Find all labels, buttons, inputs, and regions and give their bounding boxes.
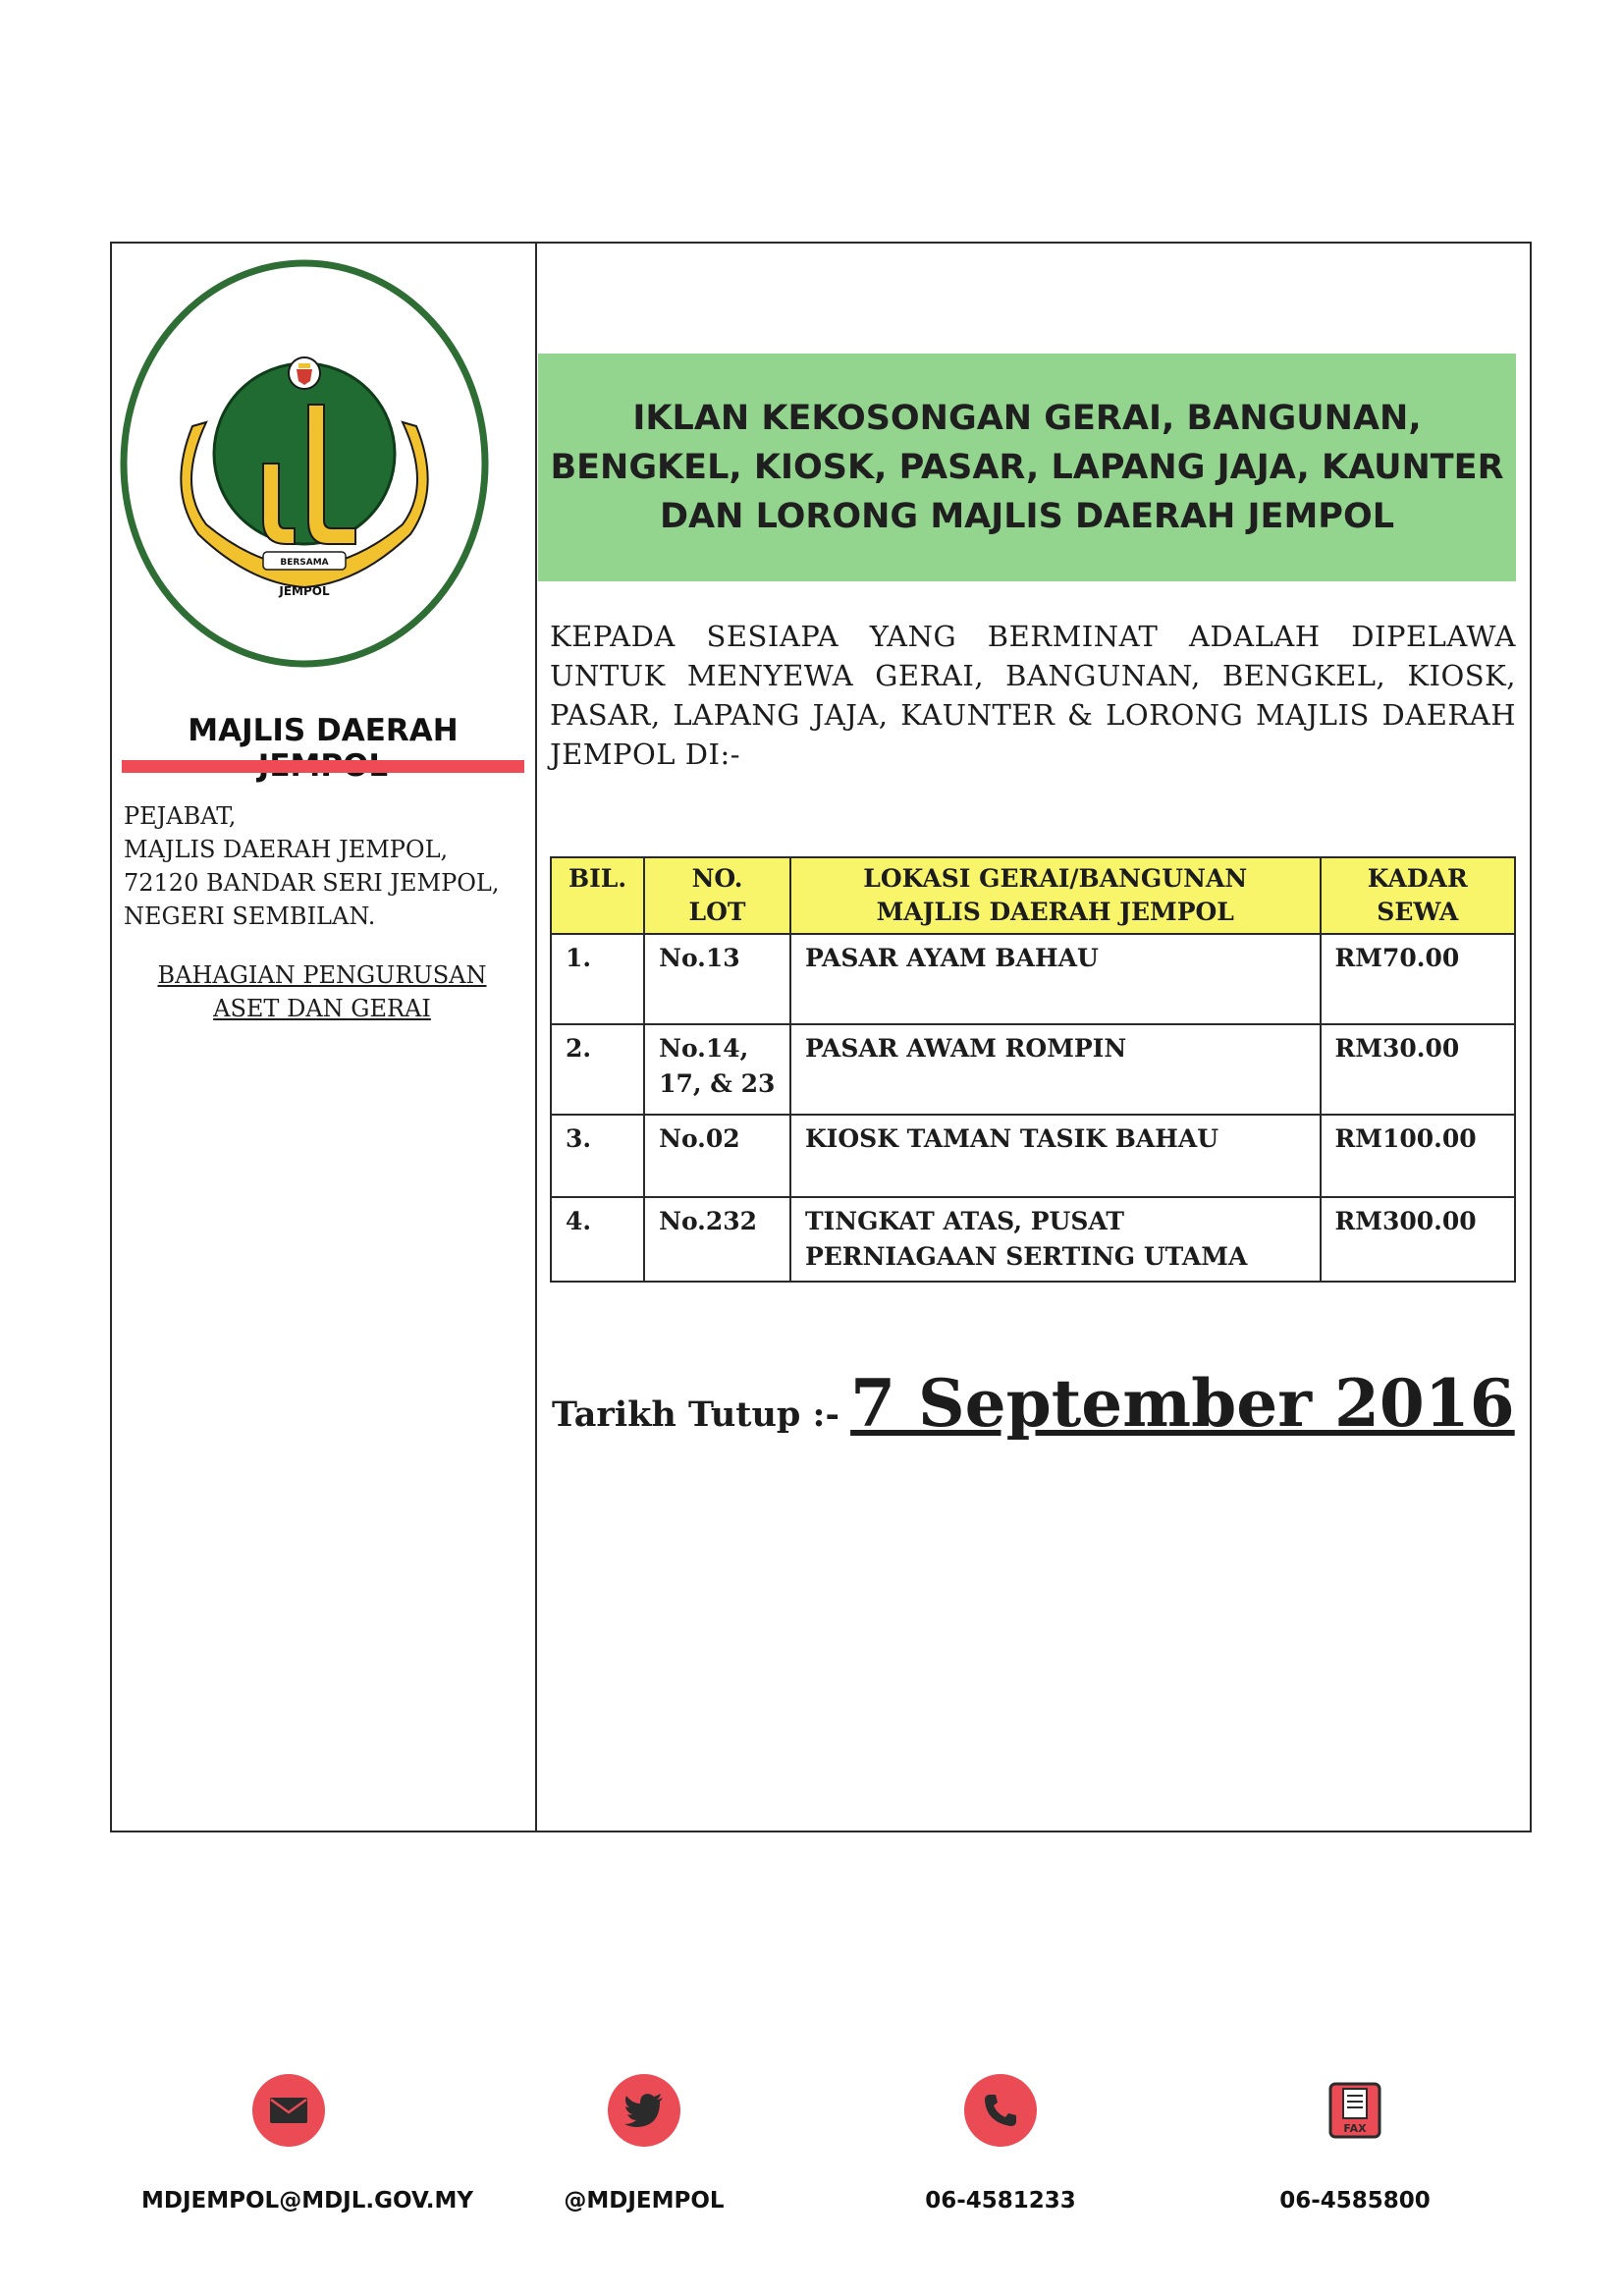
address-line: MAJLIS DAERAH JEMPOL, bbox=[124, 836, 449, 863]
cell-lot: No.02 bbox=[644, 1115, 790, 1197]
contact-phone[interactable] bbox=[853, 2074, 1148, 2214]
twitter-icon bbox=[608, 2074, 680, 2147]
table-row bbox=[551, 1024, 1515, 1115]
cell-kadar: RM100.00 bbox=[1321, 1115, 1515, 1197]
cell-lot: No.13 bbox=[644, 934, 790, 1024]
table-header-row bbox=[551, 857, 1515, 934]
department-line: ASET DAN GERAI bbox=[213, 995, 431, 1022]
closing-label: Tarikh Tutup :- bbox=[552, 1394, 839, 1435]
mail-icon bbox=[252, 2074, 325, 2147]
address-line: 72120 BANDAR SERI JEMPOL, bbox=[124, 869, 500, 897]
header-kadar: KADAR SEWA bbox=[1321, 857, 1515, 934]
title-banner bbox=[538, 354, 1516, 581]
cell-bil: 4. bbox=[551, 1197, 644, 1282]
office-address bbox=[124, 799, 526, 933]
contact-fax[interactable] bbox=[1208, 2074, 1502, 2214]
table-row bbox=[551, 1115, 1515, 1197]
phone-label[interactable]: 06-4581233 bbox=[925, 2188, 1076, 2214]
cell-bil: 3. bbox=[551, 1115, 644, 1197]
rental-table bbox=[550, 856, 1516, 1283]
cell-bil: 2. bbox=[551, 1024, 644, 1115]
address-line: NEGERI SEMBILAN. bbox=[124, 902, 376, 930]
cell-lokasi: KIOSK TAMAN TASIK BAHAU bbox=[790, 1115, 1321, 1197]
department-name bbox=[124, 958, 520, 1025]
accent-bar bbox=[122, 760, 524, 773]
table-row bbox=[551, 1197, 1515, 1282]
organization-name: MAJLIS DAERAH bbox=[188, 713, 459, 748]
closing-date-value: 7 September 2016 bbox=[850, 1365, 1515, 1442]
closing-date bbox=[552, 1365, 1515, 1442]
cell-lokasi: PASAR AWAM ROMPIN bbox=[790, 1024, 1321, 1115]
title-line: BENGKEL, KIOSK, PASAR, LAPANG JAJA, KAUNTER bbox=[550, 448, 1504, 487]
header-bil: BIL. bbox=[551, 857, 644, 934]
column-divider bbox=[535, 242, 537, 1832]
header-lot: NO. LOT bbox=[644, 857, 790, 934]
fax-badge-text: FAX bbox=[1343, 2122, 1367, 2135]
cell-lot: No.14, 17, & 23 bbox=[644, 1024, 790, 1115]
header-lokasi: LOKASI GERAI/BANGUNAN MAJLIS DAERAH JEMPOL bbox=[790, 857, 1321, 934]
cell-lokasi: TINGKAT ATAS, PUSAT PERNIAGAAN SERTING UTAMA bbox=[790, 1197, 1321, 1282]
table-row bbox=[551, 934, 1515, 1024]
title-line: IKLAN KEKOSONGAN GERAI, BANGUNAN, bbox=[632, 399, 1422, 438]
twitter-label[interactable]: @MDJEMPOL bbox=[564, 2188, 725, 2214]
fax-label[interactable]: 06-4585800 bbox=[1279, 2188, 1431, 2214]
title-line: DAN LORONG MAJLIS DAERAH JEMPOL bbox=[659, 497, 1395, 536]
department-line: BAHAGIAN PENGURUSAN bbox=[157, 961, 487, 989]
council-logo bbox=[116, 257, 497, 672]
intro-paragraph: KEPADA SESIAPA YANG BERMINAT ADALAH DIPELAWA UNTUK MENYEWA GERAI, BANGUNAN, BENGKEL, KIOSK, PASAR, LAPANG JAJA, KAUNTER & LORONG MAJLIS DAERAH JEMPOL DI:- bbox=[550, 620, 1516, 771]
contact-twitter[interactable] bbox=[497, 2074, 791, 2214]
fax-icon bbox=[1319, 2074, 1391, 2147]
email-label[interactable]: MDJEMPOL@MDJL.GOV.MY bbox=[141, 2188, 474, 2214]
cell-kadar: RM30.00 bbox=[1321, 1024, 1515, 1115]
cell-lokasi: PASAR AYAM BAHAU bbox=[790, 934, 1321, 1024]
phone-icon bbox=[964, 2074, 1037, 2147]
logo-arc-text: MAJLIS DAERAH bbox=[300, 426, 308, 427]
contact-email[interactable] bbox=[141, 2074, 474, 2214]
address-line: PEJABAT, bbox=[124, 802, 237, 830]
logo-motto-text: BERSAMA bbox=[280, 558, 329, 568]
cell-kadar: RM70.00 bbox=[1321, 934, 1515, 1024]
logo-banner-text: JEMPOL bbox=[279, 584, 330, 598]
cell-kadar: RM300.00 bbox=[1321, 1197, 1515, 1282]
cell-bil: 1. bbox=[551, 934, 644, 1024]
cell-lot: No.232 bbox=[644, 1197, 790, 1282]
